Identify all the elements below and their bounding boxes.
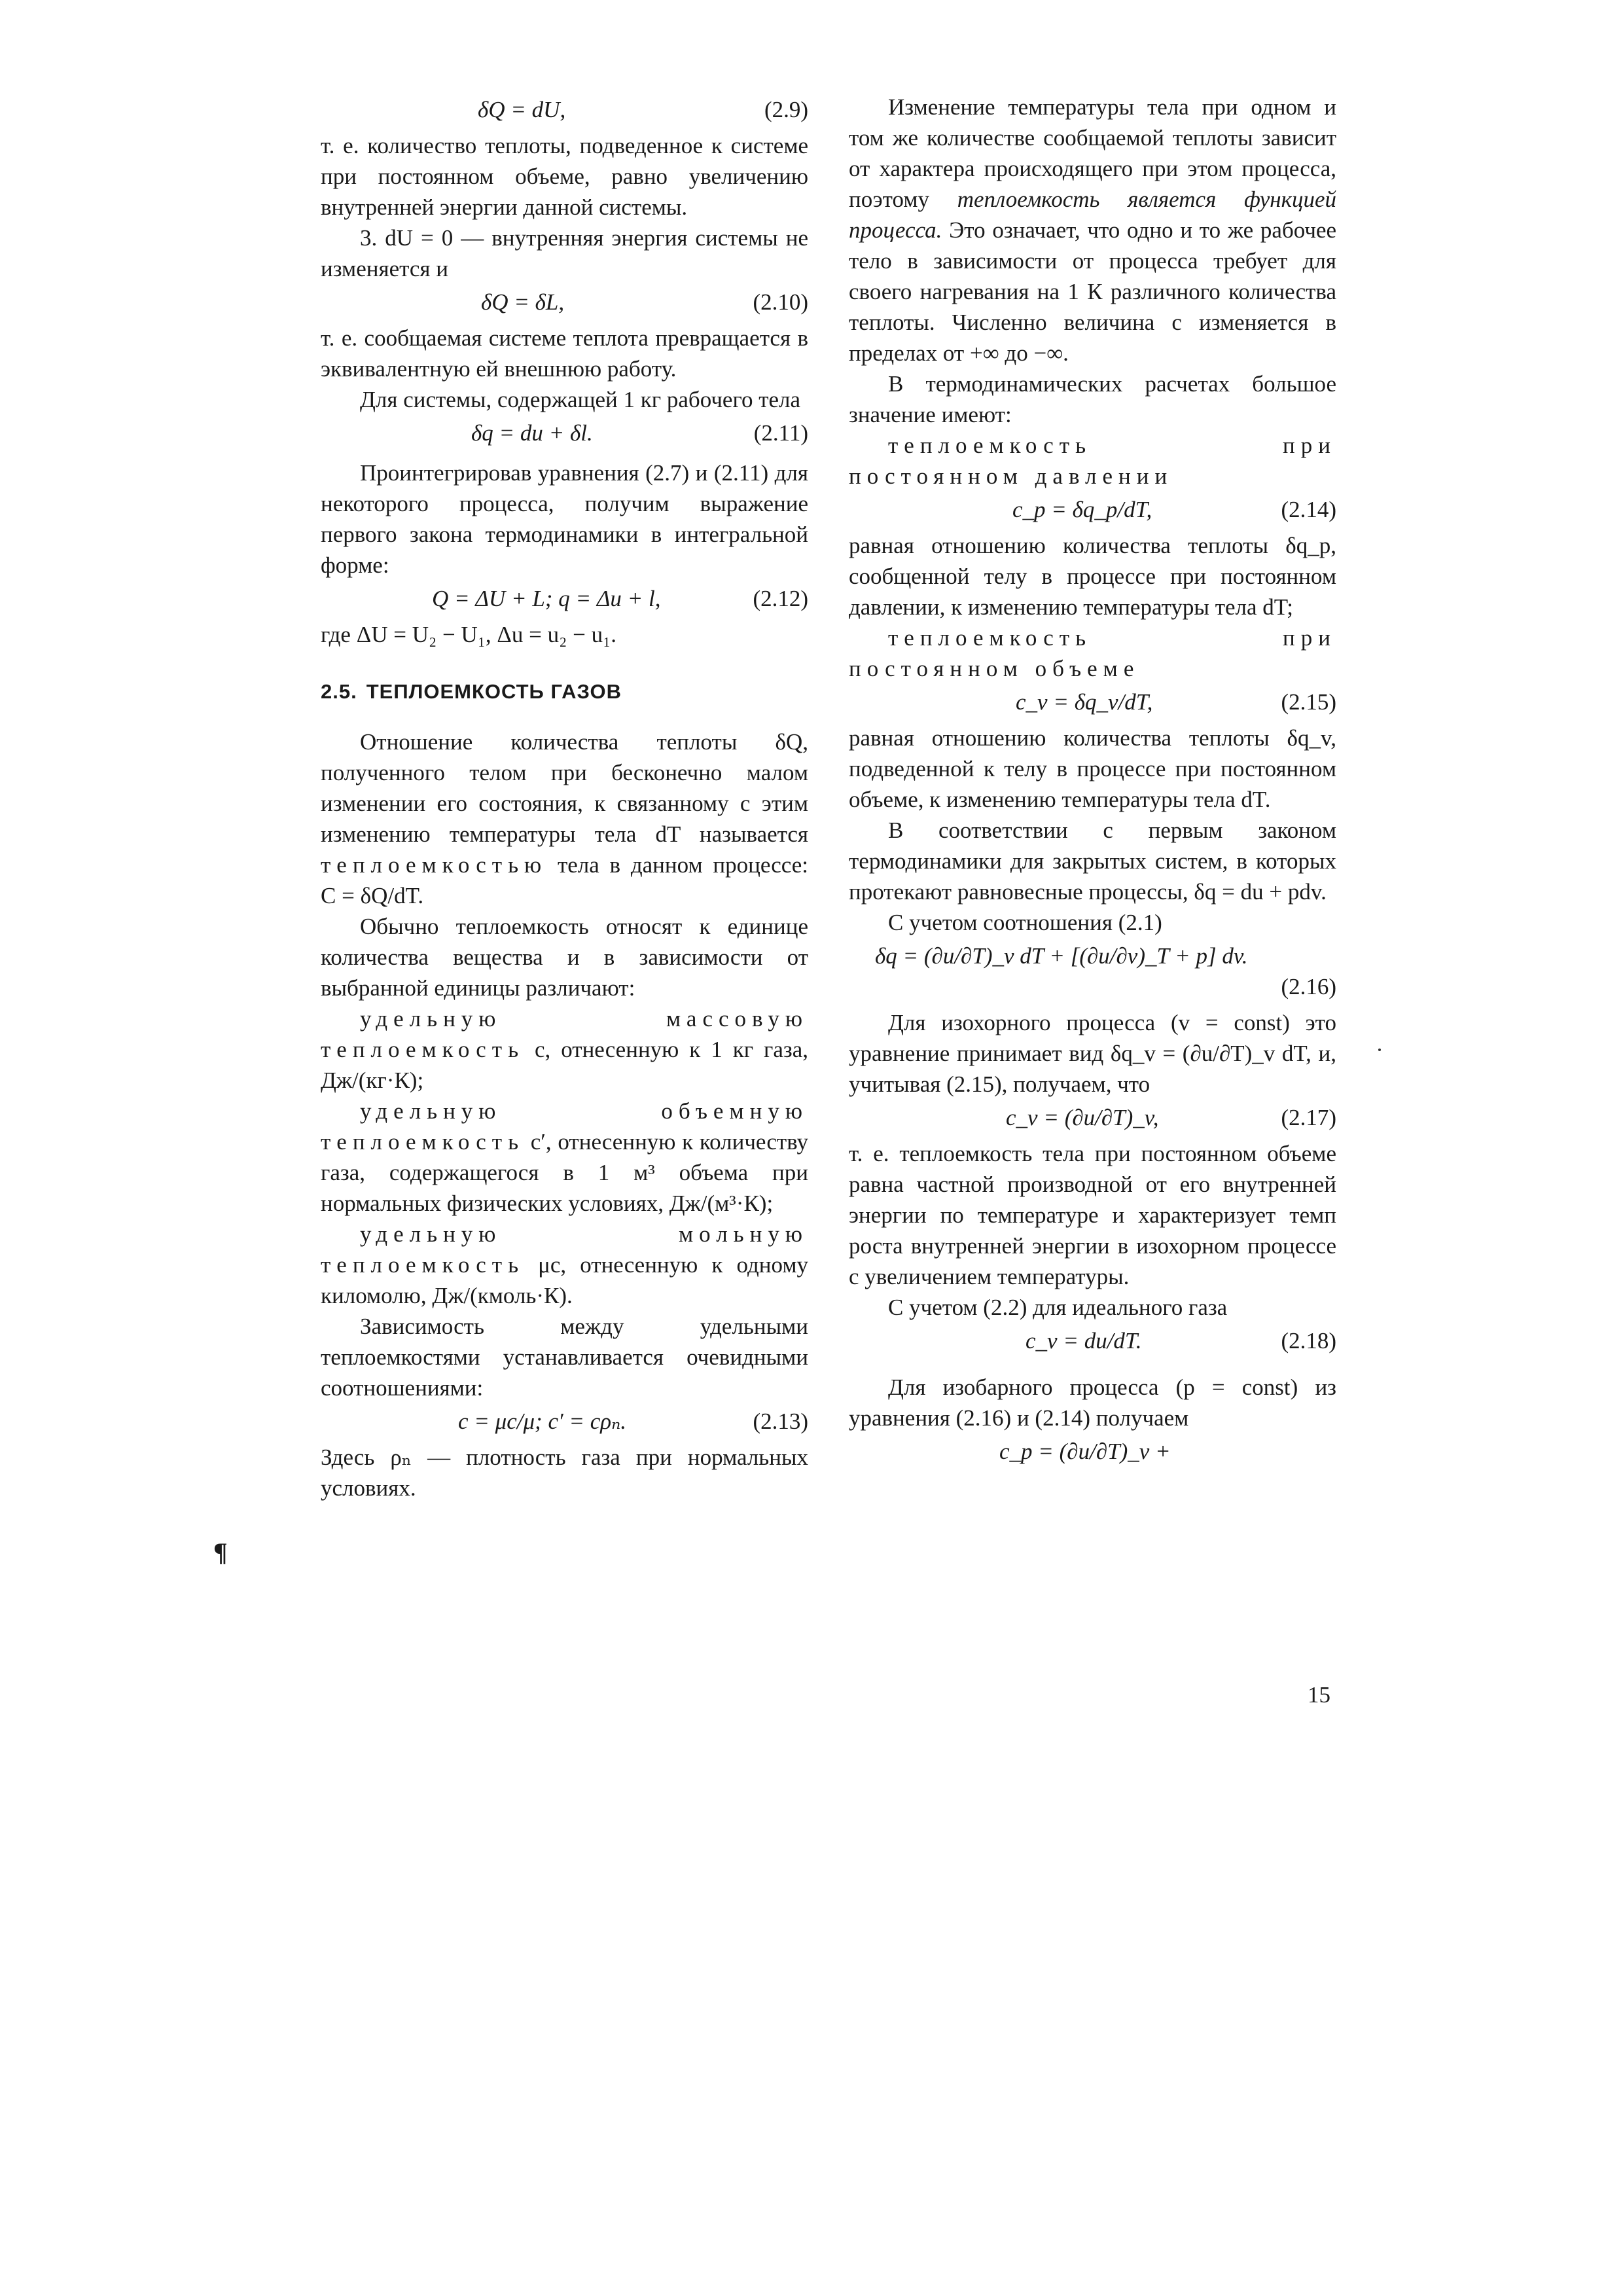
formula-expression: c = μc/μ; c′ = cρₙ.: [458, 1408, 627, 1434]
equation-number: (2.18): [1281, 1328, 1336, 1354]
text-run: c′, отнесенную к количеству газа, содержащегося в 1 м³ объема при нормальных физических условиях, Дж/(м³·К);: [321, 1129, 808, 1216]
formula-expression: Q = ΔU + L; q = Δu + l,: [432, 586, 661, 611]
formula-2-16: [849, 941, 1336, 1002]
paragraph: где ΔU = U₂ − U₁, Δu = u₂ − u₁.: [321, 622, 617, 647]
defined-term: удельную массовую теплоемкость: [321, 1006, 808, 1062]
paragraph: [321, 1219, 808, 1311]
paragraph: т. е. теплоемкость тела при постоянном объеме равна частной производной от его внутренней энергии по температуре и характеризует темп роста внутренней энергии в изохорном процессе с увеличением температуры.: [849, 1141, 1336, 1289]
text-run: c, отнесенную к 1 кг газа, Дж/(кг·К);: [321, 1037, 809, 1093]
defined-term: теплоемкость при постоянном объеме: [849, 625, 1336, 681]
equation-number: (2.17): [1281, 1105, 1336, 1130]
equation-number: (2.13): [753, 1408, 808, 1434]
paragraph: Для изохорного процесса (v = const) это уравнение принимает вид δq_v = (∂u/∂T)_v dT, и, учитывая (2.15), получаем, что: [849, 1010, 1336, 1097]
margin-mark: ¶: [213, 1537, 228, 1567]
equation-number: (2.14): [1281, 497, 1336, 522]
paragraph: Для изобарного процесса (p = const) из уравнения (2.16) и (2.14) получаем: [849, 1374, 1336, 1431]
text-run: тела в данном процессе: C = δQ/dT.: [321, 852, 809, 908]
paragraph: Для системы, содержащей 1 кг рабочего тела: [360, 387, 801, 412]
text-run: Отношение количества теплоты δQ, полученного телом при бесконечно малом изменении его состояния, к связанному с этим изменению температуры тела dT называется: [321, 729, 808, 847]
equation-number: (2.11): [753, 420, 808, 446]
formula-expression: c_v = du/dT.: [1026, 1328, 1142, 1354]
formula-expression: δQ = δL,: [481, 289, 565, 315]
paragraph: С учетом (2.2) для идеального газа: [888, 1295, 1228, 1320]
equation-number: (2.15): [1281, 689, 1336, 715]
formula-2-10: [321, 287, 808, 317]
left-column: [321, 92, 808, 1503]
formula-2-9: [321, 94, 808, 125]
defined-term: теплоемкостью: [321, 852, 548, 878]
formula-2-19-partial: [849, 1436, 1336, 1467]
right-column: [849, 92, 1336, 1472]
paragraph: Проинтегрировав уравнения (2.7) и (2.11) для некоторого процесса, получим выражение первого закона термодинамики в интегральной форме:: [321, 460, 808, 578]
formula-2-14: [849, 494, 1336, 525]
paragraph: [321, 726, 808, 911]
paragraph: В соответствии с первым законом термодинамики для закрытых систем, в которых протекают равновесные процессы, δq = du + pdv.: [849, 817, 1336, 905]
equation-number: (2.16): [1281, 974, 1336, 999]
formula-2-15: [849, 687, 1336, 717]
scan-speck: [1378, 1049, 1381, 1051]
equation-number: (2.12): [753, 586, 808, 611]
page-number: 15: [1308, 1682, 1330, 1708]
section-heading: [321, 676, 808, 707]
formula-expression: c_p = δq_p/dT,: [1012, 497, 1152, 522]
paragraph: т. е. сообщаемая системе теплота превращается в эквивалентную ей внешнюю работу.: [321, 325, 808, 382]
text-run: μc, отнесенную к одному киломолю, Дж/(кмоль·К).: [321, 1252, 808, 1308]
text-run: Изменение температуры тела при одном и том же количестве сообщаемой теплоты зависит от характера происходящего при этом процесса, поэтому: [849, 94, 1336, 212]
section-title: ТЕПЛОЕМКОСТЬ ГАЗОВ: [366, 680, 622, 703]
paragraph: Здесь ρₙ — плотность газа при нормальных условиях.: [321, 1444, 808, 1501]
formula-2-17: [849, 1102, 1336, 1133]
paragraph: равная отношению количества теплоты δq_p, сообщенной телу в процессе при постоянном давлении, к изменению температуры тела dT;: [849, 533, 1336, 620]
defined-term: удельную объемную теплоемкость: [321, 1098, 808, 1155]
paragraph: В термодинамических расчетах большое значение имеют:: [849, 371, 1336, 427]
paragraph: [321, 1003, 808, 1096]
formula-expression: δq = (∂u/∂T)_v dT + [(∂u/∂v)_T + p] dv.: [875, 943, 1248, 969]
emphasis: теплоемкость является функцией процесса.: [849, 187, 1337, 243]
section-number: 2.5.: [321, 680, 357, 703]
formula-2-18: [849, 1325, 1336, 1356]
formula-2-11: [321, 418, 808, 448]
formula-expression: c_v = δq_v/dT,: [1016, 689, 1153, 715]
formula-2-12: [321, 583, 808, 614]
formula-expression: c_v = (∂u/∂T)_v,: [1006, 1105, 1159, 1130]
paragraph: 3. dU = 0 — внутренняя энергия системы не изменяется и: [321, 225, 808, 281]
formula-expression: c_p = (∂u/∂T)_v +: [999, 1439, 1171, 1464]
paragraph: С учетом соотношения (2.1): [888, 910, 1162, 935]
defined-term: теплоемкость при постоянном давлении: [849, 433, 1336, 489]
paragraph: [849, 92, 1336, 368]
formula-expression: δq = du + δl.: [471, 420, 593, 446]
paragraph: Обычно теплоемкость относят к единице количества вещества и в зависимости от выбранной единицы различают:: [321, 914, 808, 1001]
equation-number: (2.9): [764, 97, 808, 122]
text-run: Это означает, что одно и то же рабочее тело в зависимости от процесса требует для своего нагревания на 1 К различного количества теплоты. Численно величина c изменяется в пределах от +∞ до −∞.: [849, 217, 1337, 366]
formula-2-13: [321, 1406, 808, 1437]
paragraph: т. е. количество теплоты, подведенное к системе при постоянном объеме, равно увеличению внутренней энергии данной системы.: [321, 133, 808, 220]
formula-expression: δQ = dU,: [478, 97, 566, 122]
defined-term: удельную мольную теплоемкость: [321, 1221, 808, 1278]
equation-number: (2.10): [753, 289, 808, 315]
paragraph: равная отношению количества теплоты δq_v, подведенной к телу в процессе при постоянном объеме, к изменению температуры тела dT.: [849, 725, 1336, 812]
paragraph: [321, 1096, 808, 1219]
paragraph: Зависимость между удельными теплоемкостями устанавливается очевидными соотношениями:: [321, 1314, 808, 1401]
